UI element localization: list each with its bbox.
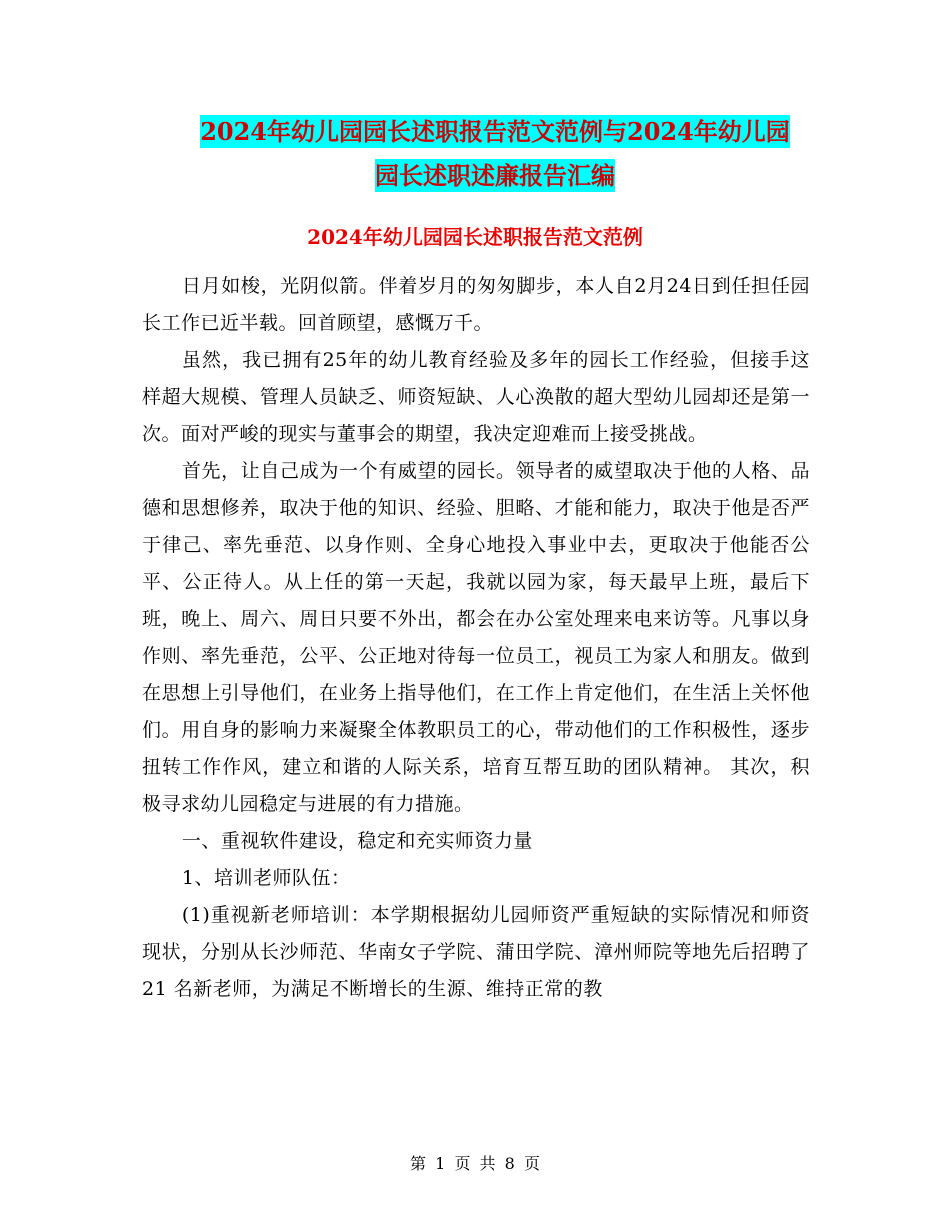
title-line-2: 园长述职述廉报告汇编 [375,161,615,190]
paragraph: (1)重视新老师培训：本学期根据幼儿园师资严重短缺的实际情况和师资现状，分别从长沙师范、华南女子学院、蒲田学院、漳州师院等地先后招聘了21 名新老师，为满足不断增长的生源、维持正常的教 [142,904,810,1000]
footer-prefix: 第 [410,1154,427,1173]
paragraph: 一、重视软件建设，稳定和充实师资力量 [181,830,533,852]
paragraph: 1、培训老师队伍： [181,867,351,889]
footer-page-word: 页 [454,1154,471,1173]
page-footer [0,1152,950,1176]
footer-total-pages: 8 [504,1154,515,1173]
title-line-1: 2024年幼儿园园长述职报告范文范例与2024年幼儿园 [200,117,790,146]
paragraph: 首先，让自己成为一个有威望的园长。领导者的威望取决于他的人格、品德和思想修养，取决于他的知识、经验、胆略、才能和能力，取决于他是否严于律己、率先垂范、以身作则、全身心地投入事业中去，更取决于他能否公平、公正待人。从上任的第一天起，我就以园为家，每天最早上班，最后下班，晚上、周六、周日只要不外出，都会在办公室处理来电来访等。凡事以身作则、率先垂范，公平、公正地对待每一位员工，视员工为家人和朋友。做到在思想上引导他们，在业务上指导他们，在工作上肯定他们，在生活上关怀他们。用自身的影响力来凝聚全体教职员工的心，带动他们的工作积极性，逐步扭转工作作风，建立和谐的人际关系，培育互帮互助的团队精神。 其次，积极寻求幼儿园稳定与进展的有力措施。 [142,460,810,815]
body-text [142,268,810,1008]
footer-total-prefix: 共 [479,1154,496,1173]
paragraph: 日月如梭，光阴似箭。伴着岁月的匆匆脚步，本人自2月24日到任担任园长工作已近半载。回首顾望，感慨万千。 [142,275,810,334]
footer-current-page: 1 [435,1154,446,1173]
footer-suffix: 页 [523,1154,540,1173]
section-title: 2024年幼儿园园长述职报告范文范例 [307,225,643,249]
paragraph: 虽然，我已拥有25年的幼儿教育经验及多年的园长工作经验，但接手这样超大规模、管理人员缺乏、师资短缺、人心涣散的超大型幼儿园却还是第一次。面对严峻的现实与董事会的期望，我决定迎难而上接受挑战。 [142,349,810,445]
document-title [140,110,850,198]
